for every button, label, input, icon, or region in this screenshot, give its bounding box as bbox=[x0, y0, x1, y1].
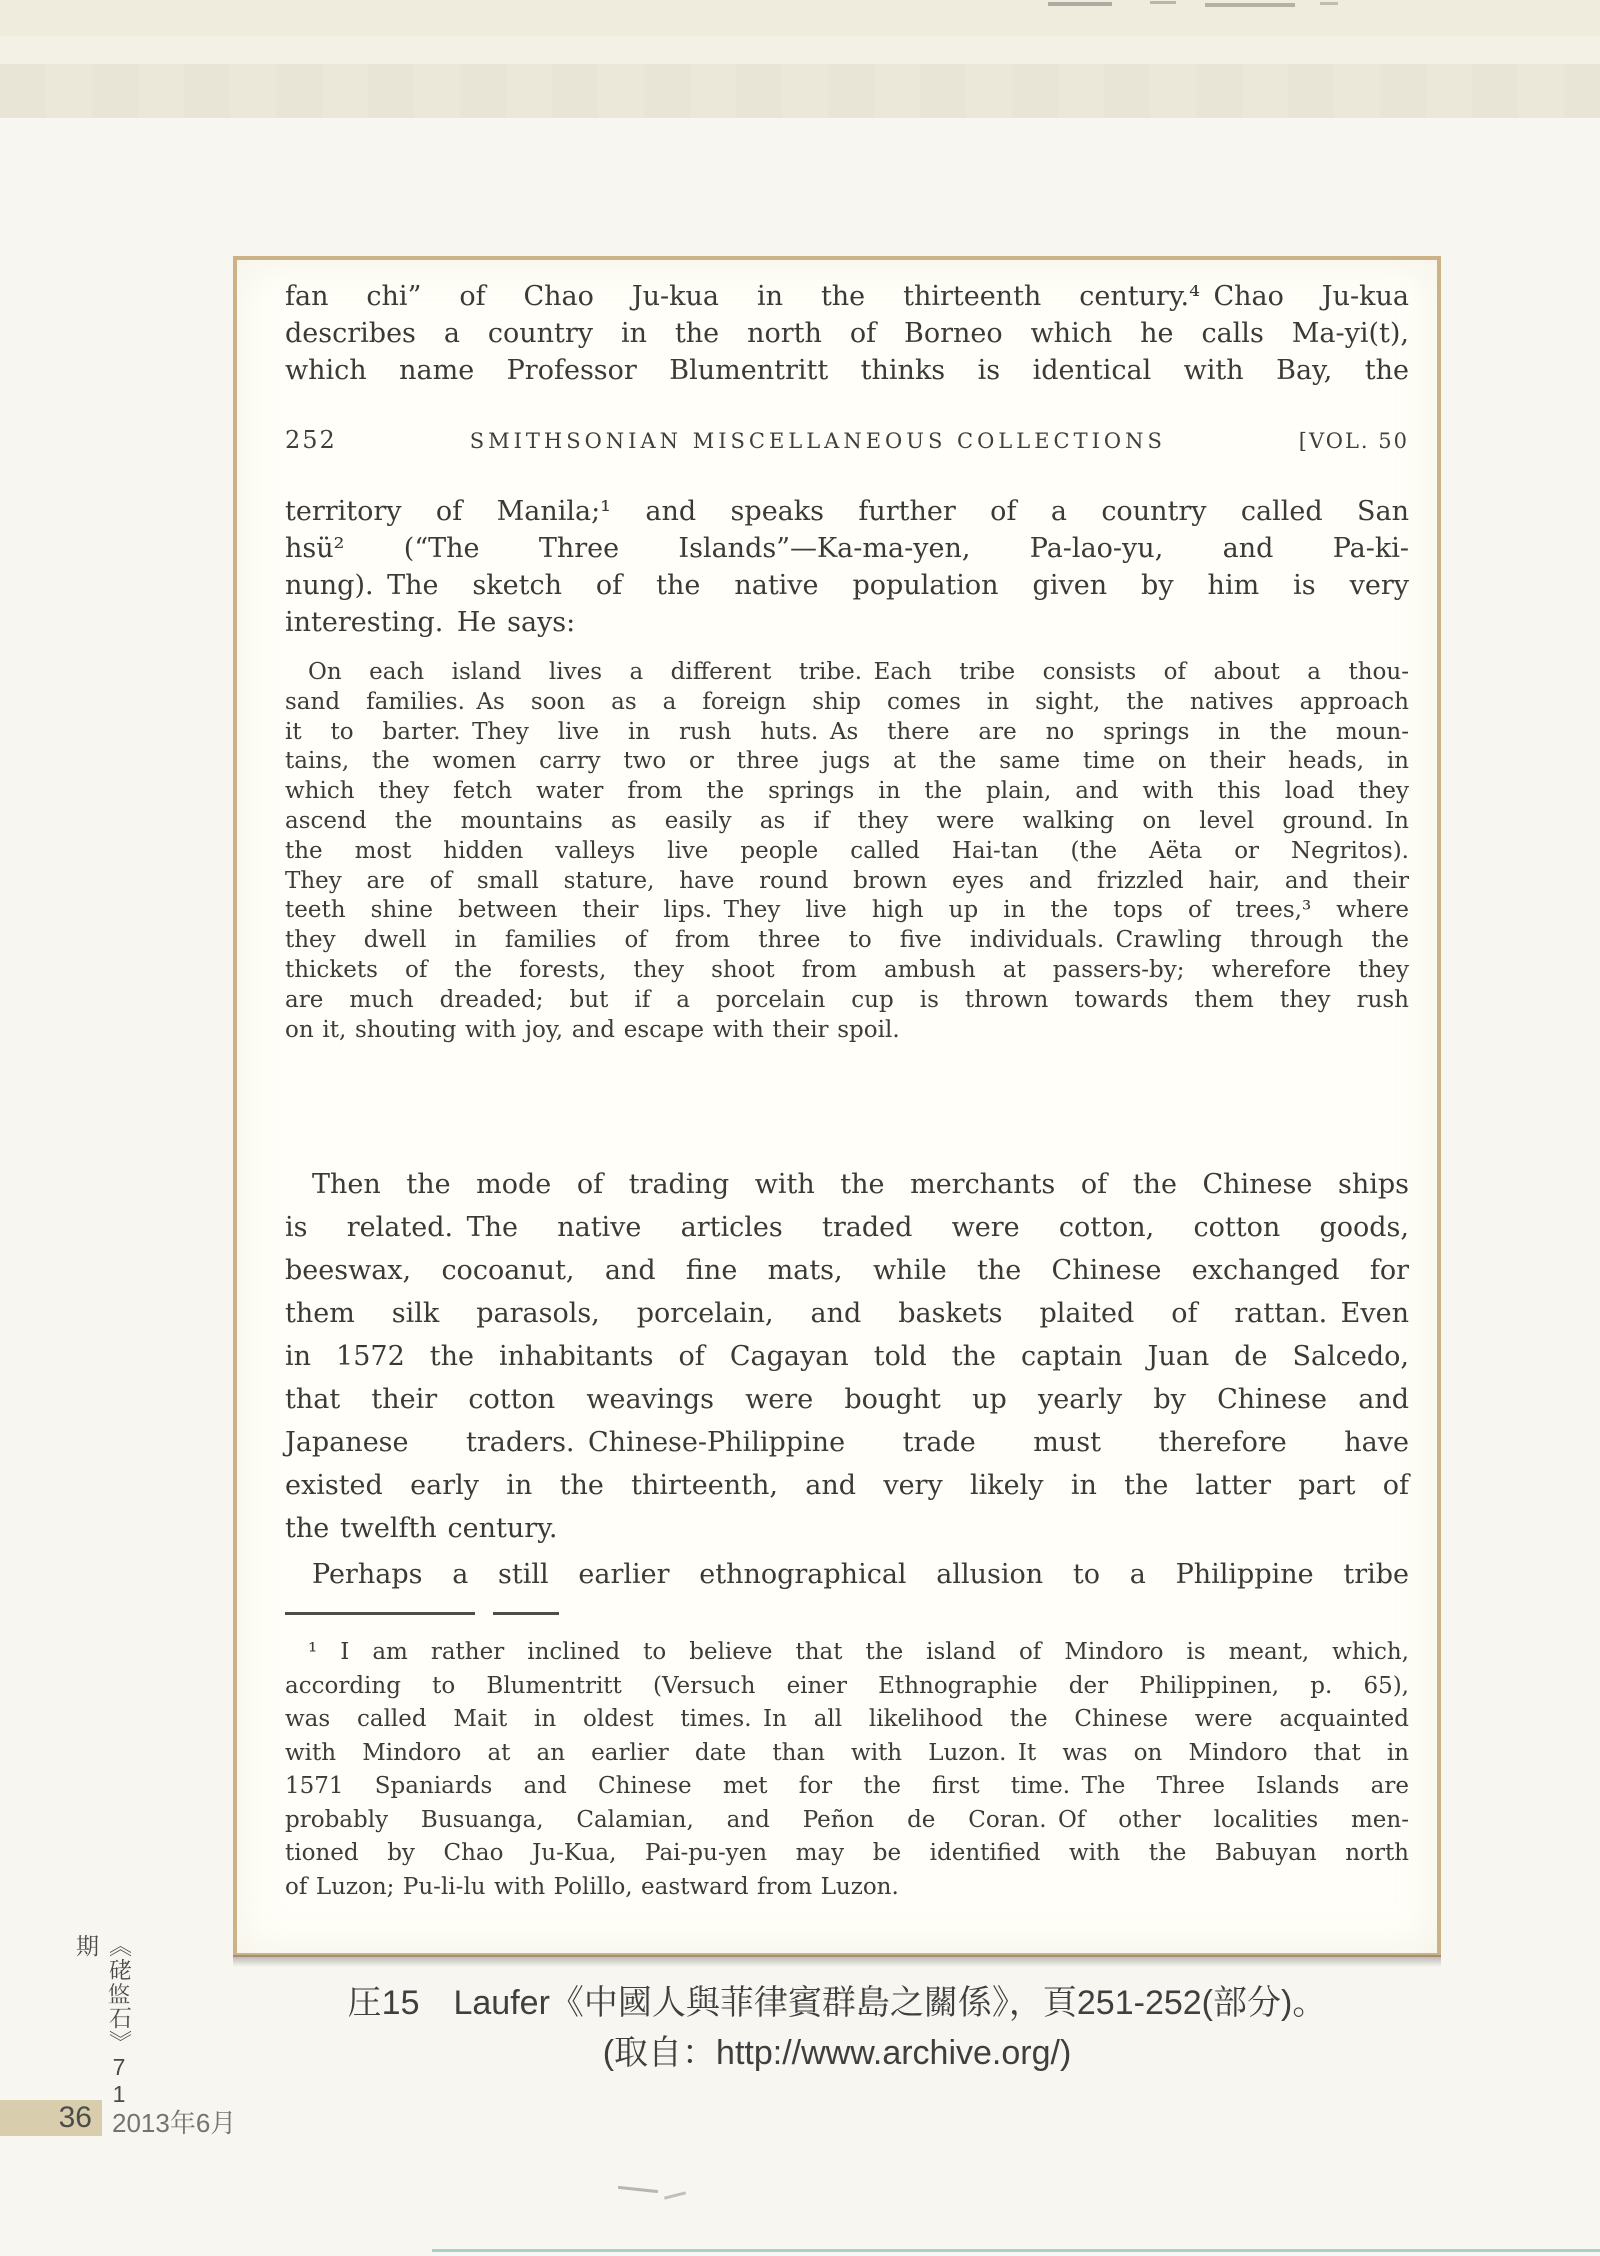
text-line: They are of small stature, have round brown eyes and frizzled hair, and their bbox=[285, 867, 1409, 894]
text-line: describes a country in the north of Borneo which he calls Ma-yi(t), bbox=[285, 318, 1409, 349]
caption-line-2: (取自：http://www.archive.org/) bbox=[602, 2034, 1072, 2072]
text-line: territory of Manila;¹ and speaks further of a country called San bbox=[285, 496, 1409, 527]
text-line: sand families. As soon as a foreign ship comes in sight, the natives approach bbox=[285, 688, 1409, 715]
scan-bottom-shadow bbox=[233, 1955, 1441, 1967]
background-band-top bbox=[0, 0, 1600, 36]
bottom-scan-line bbox=[432, 2249, 1600, 2252]
text-line: that their cotton weavings were bought up yearly by Chinese and bbox=[285, 1384, 1409, 1415]
text-line: the most hidden valleys live people called Hai-tan (the Aëta or Negritos). bbox=[285, 837, 1409, 864]
text-line: fan chi” of Chao Ju-kua in the thirteenth century.⁴ Chao Ju-kua bbox=[285, 281, 1409, 312]
text-line: nung). The sketch of the native population given by him is very bbox=[285, 570, 1409, 601]
text-line: existed early in the thirteenth, and very likely in the latter part of bbox=[285, 1470, 1409, 1501]
footnote-rule-segment bbox=[493, 1612, 559, 1615]
text-line: ascend the mountains as easily as if they were walking on level ground. In bbox=[285, 807, 1409, 834]
background-band-dark bbox=[0, 64, 1600, 118]
figure-caption bbox=[233, 1978, 1441, 2078]
text-line: the twelfth century. bbox=[285, 1513, 558, 1544]
scan-artifact-mark bbox=[1320, 2, 1338, 5]
text-line: on it, shouting with joy, and escape with their spoil. bbox=[285, 1016, 900, 1043]
paragraph-trade bbox=[285, 1163, 1409, 1550]
block-quote bbox=[285, 658, 1409, 1045]
issue-date: 2013年6月 bbox=[112, 2108, 237, 2138]
paragraph-perhaps bbox=[285, 1553, 1409, 1596]
journal-issue-text: 71期 bbox=[73, 1934, 132, 2108]
text-line: On each island lives a different tribe. Each tribe consists of about a thou- bbox=[285, 659, 1409, 685]
text-line: 1571 Spaniards and Chinese met for the first time. The Three Islands are bbox=[285, 1773, 1409, 1799]
text-line: hsü² (“The Three Islands”—Ka-ma-yen, Pa-lao-yu, and Pa-ki- bbox=[285, 533, 1409, 564]
text-line: thickets of the forests, they shoot from ambush at passers-by; wherefore they bbox=[285, 956, 1409, 983]
text-line: are much dreaded; but if a porcelain cup is thrown towards them they rush bbox=[285, 986, 1409, 1013]
text-line: it to barter. They live in rush huts. As there are no springs in the moun- bbox=[285, 718, 1409, 745]
text-line: tains, the women carry two or three jugs at the same time on their heads, in bbox=[285, 748, 1409, 775]
text-line: tioned by Chao Ju-Kua, Pai-pu-yen may be identified with the Babuyan north bbox=[285, 1840, 1409, 1866]
paragraph-intro bbox=[285, 493, 1409, 641]
text-line: Then the mode of trading with the merchants of the Chinese ships bbox=[285, 1169, 1409, 1200]
text-line: interesting. He says: bbox=[285, 607, 576, 638]
text-line: they dwell in families of from three to five individuals. Crawling through the bbox=[285, 927, 1409, 954]
pencil-mark bbox=[664, 2191, 686, 2199]
footnote bbox=[285, 1636, 1409, 1904]
scanned-book-page bbox=[233, 256, 1441, 1957]
pencil-mark bbox=[618, 2186, 658, 2193]
scan-artifact-mark bbox=[1150, 1, 1176, 4]
scan-artifact-mark bbox=[1205, 3, 1295, 7]
text-line: which they fetch water from the springs in the plain, and with this load they bbox=[285, 778, 1409, 805]
text-line: which name Professor Blumentritt thinks is identical with Bay, the bbox=[285, 355, 1409, 386]
sidebar-journal-title bbox=[70, 1934, 136, 2124]
journal-title-text: 《硓𥁮石》 bbox=[106, 1934, 132, 2054]
paragraph-top bbox=[285, 278, 1409, 389]
footnote-rule-segment bbox=[285, 1612, 475, 1615]
caption-line-1: 圧15 Laufer《中國人與菲律賓群島之關係》，頁251-252(部分)。 bbox=[347, 1984, 1327, 2022]
running-header bbox=[285, 426, 1409, 456]
background-band-mid bbox=[0, 36, 1600, 64]
text-line: ¹ I am rather inclined to believe that the island of Mindoro is meant, which, bbox=[285, 1639, 1409, 1665]
text-line: beeswax, cocoanut, and fine mats, while the Chinese exchanged for bbox=[285, 1255, 1409, 1286]
text-line: in 1572 the inhabitants of Cagayan told the captain Juan de Salcedo, bbox=[285, 1341, 1409, 1372]
text-line: them silk parasols, porcelain, and baskets plaited of rattan. Even bbox=[285, 1298, 1409, 1329]
text-line: with Mindoro at an earlier date than with Luzon. It was on Mindoro that in bbox=[285, 1739, 1409, 1766]
header-volume: [VOL. 50 bbox=[1298, 429, 1409, 453]
text-line: teeth shine between their lips. They live high up in the tops of trees,³ where bbox=[285, 897, 1409, 924]
header-title: SMITHSONIAN MISCELLANEOUS COLLECTIONS bbox=[469, 429, 1166, 453]
text-line: Perhaps a still earlier ethnographical allusion to a Philippine tribe bbox=[285, 1559, 1409, 1590]
scan-artifact-mark bbox=[1048, 2, 1112, 6]
text-line: was called Mait in oldest times. In all likelihood the Chinese were acquainted bbox=[285, 1706, 1409, 1732]
page-number-badge: 36 bbox=[0, 2100, 102, 2136]
text-line: of Luzon; Pu-li-lu with Polillo, eastward from Luzon. bbox=[285, 1873, 899, 1900]
footnote-rule bbox=[285, 1612, 559, 1615]
header-page-number: 252 bbox=[285, 426, 337, 454]
text-line: according to Blumentritt (Versuch einer Ethnographie der Philippinen, p. 65), bbox=[285, 1672, 1409, 1699]
text-line: is related. The native articles traded were cotton, cotton goods, bbox=[285, 1212, 1409, 1243]
text-line: Japanese traders. Chinese-Philippine trade must therefore have bbox=[285, 1427, 1409, 1458]
text-line: probably Busuanga, Calamian, and Peñon de Coran. Of other localities men- bbox=[285, 1806, 1409, 1833]
